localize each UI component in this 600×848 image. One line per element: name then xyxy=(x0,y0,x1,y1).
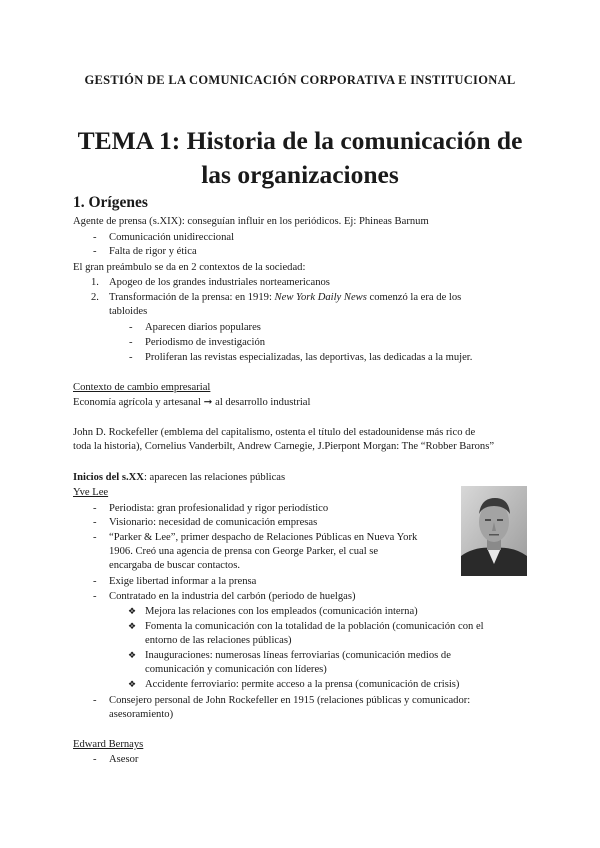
number-marker: 2. xyxy=(91,292,99,303)
portrait-photo xyxy=(461,486,527,576)
list-item: Aparecen diarios populares xyxy=(145,322,261,333)
portrait-image xyxy=(461,486,527,576)
list-item: Contratado en la industria del carbón (periodo de huelgas) xyxy=(109,591,356,602)
rockefeller-paragraph-line-1: John D. Rockefeller (emblema del capitalismo, ostenta el título del estadounidense más rico de xyxy=(73,427,476,438)
inicios-line xyxy=(73,471,285,484)
inicios-rest: : aparecen las relaciones públicas xyxy=(143,472,286,483)
list-item: Consejero personal de John Rockefeller en 1915 (relaciones públicas y comunicador: xyxy=(109,695,471,706)
dash-marker: - xyxy=(129,322,133,333)
dash-marker: - xyxy=(93,754,97,765)
dash-marker: - xyxy=(93,532,97,543)
list-item: Periodismo de investigación xyxy=(145,337,266,348)
agente-line: Agente de prensa (s.XIX): conseguían influir en los periódicos. Ej: Phineas Barnum xyxy=(73,216,429,227)
list-item: “Parker & Lee”, primer despacho de Relaciones Públicas en Nueva York xyxy=(109,532,418,543)
list-item: Exige libertad informar a la prensa xyxy=(109,576,257,587)
sub-list-item: Inauguraciones: numerosas líneas ferroviarias (comunicación medios de xyxy=(145,650,451,661)
sub-list-item-continuation: comunicación y comunicación con líderes) xyxy=(145,664,327,675)
sub-list-item: Mejora las relaciones con los empleados (comunicación interna) xyxy=(145,606,418,617)
numbered-item xyxy=(109,291,461,304)
item2-post: comenzó la era de los xyxy=(366,292,462,303)
preambulo-line: El gran preámbulo se da en 2 contextos de la sociedad: xyxy=(73,262,306,273)
number-marker: 1. xyxy=(91,277,99,288)
list-item-continuation: encargaba de buscar contactos. xyxy=(109,560,240,571)
diamond-bullet-icon: ❖ xyxy=(128,606,137,616)
dash-marker: - xyxy=(129,337,133,348)
list-item: Visionario: necesidad de comunicación empresas xyxy=(109,517,318,528)
diamond-bullet-icon: ❖ xyxy=(128,679,137,689)
dash-marker: - xyxy=(93,503,97,514)
course-header: GESTIÓN DE LA COMUNICACIÓN CORPORATIVA E INSTITUCIONAL xyxy=(84,73,516,87)
yve-lee-heading: Yve Lee xyxy=(73,487,109,498)
diamond-bullet-icon: ❖ xyxy=(128,650,137,660)
list-item-continuation: 1906. Creó una agencia de prensa con George Parker, el cual se xyxy=(109,546,379,557)
title-line-2: las organizaciones xyxy=(201,160,399,189)
list-item-continuation: asesoramiento) xyxy=(109,709,174,720)
contexto-line: Economía agrícola y artesanal ➞ al desarrollo industrial xyxy=(73,397,311,408)
inicios-bold: Inicios del s.XX xyxy=(73,472,144,483)
sub-list-item: Accidente ferroviario: permite acceso a la prensa (comunicación de crisis) xyxy=(145,679,460,690)
newspaper-name: New York Daily News xyxy=(274,292,367,303)
diamond-bullet-icon: ❖ xyxy=(128,621,137,631)
rockefeller-paragraph-line-2: toda la historia), Cornelius Vanderbilt, Andrew Carnegie, J.Pierpont Morgan: The “Robber Barons” xyxy=(73,441,495,452)
title-line-1: TEMA 1: Historia de la comunicación de xyxy=(77,126,523,155)
dash-marker: - xyxy=(93,591,97,602)
bernays-heading: Edward Bernays xyxy=(73,739,144,750)
numbered-item-continuation: tabloides xyxy=(109,306,148,317)
dash-marker: - xyxy=(129,352,133,363)
section-heading-origenes: 1. Orígenes xyxy=(73,194,148,211)
page-title xyxy=(0,124,600,192)
sub-list-item: Fomenta la comunicación con la totalidad de la población (comunicación con el xyxy=(145,621,484,632)
dash-marker: - xyxy=(93,517,97,528)
dash-marker: - xyxy=(93,232,97,243)
list-item: Periodista: gran profesionalidad y rigor periodístico xyxy=(109,503,329,514)
dash-marker: - xyxy=(93,576,97,587)
list-item: Comunicación unidireccional xyxy=(109,232,235,243)
list-item: Asesor xyxy=(109,754,139,765)
dash-marker: - xyxy=(93,246,97,257)
sub-list-item-continuation: entorno de las relaciones públicas) xyxy=(145,635,292,646)
list-item: Falta de rigor y ética xyxy=(109,246,197,257)
item2-pre: Transformación de la prensa: en 1919: xyxy=(109,292,275,303)
dash-marker: - xyxy=(93,695,97,706)
numbered-item: Apogeo de los grandes industriales norteamericanos xyxy=(109,277,330,288)
list-item: Proliferan las revistas especializadas, las deportivas, las dedicadas a la mujer. xyxy=(145,352,473,363)
contexto-heading: Contexto de cambio empresarial xyxy=(73,382,211,393)
